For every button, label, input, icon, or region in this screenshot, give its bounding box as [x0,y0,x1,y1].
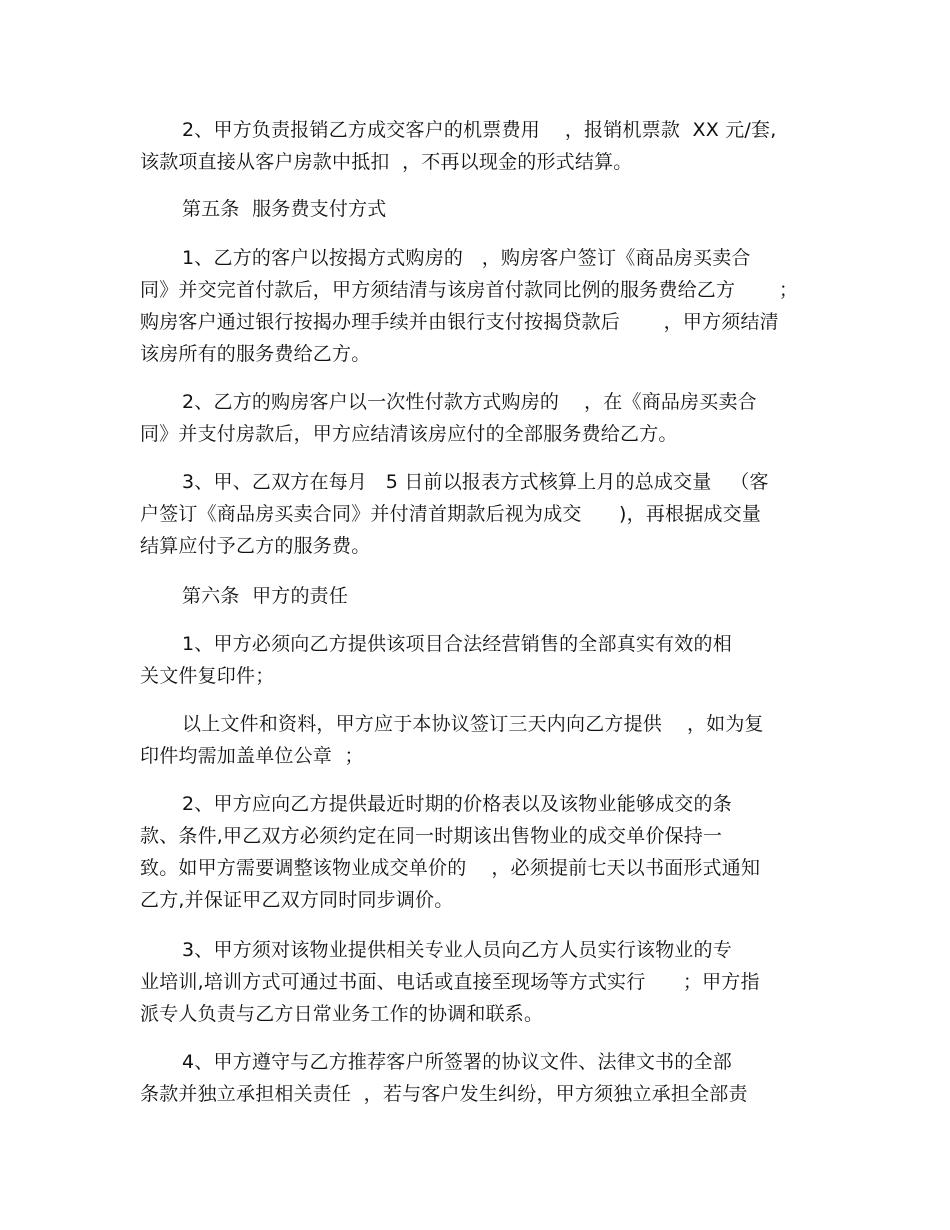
paragraph-monthly-settlement [140,466,820,562]
paragraph-lump-sum-payment [140,386,820,450]
text-line: 派专人负责与乙方日常业务工作的协调和联系。 [140,1003,544,1025]
text-line: 印件均需加盖单位公章 ； [140,745,364,767]
text-line: 2、甲方应向乙方提供最近时期的价格表以及该物业能够成交的条 [182,793,732,815]
text-line: 购房客户通过银行按揭办理手续并由银行支付按揭贷款后 ，甲方须结清 [140,311,779,333]
text-line: 1、甲方必须向乙方提供该项目合法经营销售的全部真实有效的相 [182,633,732,655]
text-line: 同》并交完首付款后，甲方须结清与该房首付款同比例的服务费给乙方 ； [140,279,799,301]
text-line: 乙方,并保证甲乙双方同时同步调价。 [140,889,454,911]
text-line: 该款项直接从客户房款中抵扣 ，不再以现金的形式结算。 [140,151,633,173]
text-line: 以上文件和资料，甲方应于本协议签订三天内向乙方提供 ，如为复 [182,713,764,735]
paragraph-price-list [140,788,820,916]
text-line: 2、乙方的购房客户以一次性付款方式购房的 ，在《商品房买卖合 [182,391,757,413]
heading-text: 第五条 服务费支付方式 [182,198,387,220]
text-line: 户签订《商品房买卖合同》并付清首期款后视为成交 )，再根据成交量 [140,503,762,525]
paragraph-compliance [140,1046,820,1110]
text-line: 4、甲方遵守与乙方推荐客户所签署的协议文件、法律文书的全部 [182,1051,732,1073]
text-line: 3、甲、乙双方在每月 5 日前以报表方式核算上月的总成交量 （客 [182,471,769,493]
text-line: 致。如甲方需要调整该物业成交单价的 ，必须提前七天以书面形式通知 [140,857,761,879]
heading-text: 第六条 甲方的责任 [182,585,349,607]
paragraph-training [140,934,820,1030]
paragraph-reimbursement [140,114,820,178]
paragraph-documents [140,628,820,692]
text-line: 结算应付予乙方的服务费。 [140,535,371,557]
section-heading-article-5 [140,193,820,225]
paragraph-documents-deadline [140,708,820,772]
text-line: 业培训,培训方式可通过书面、电话或直接至现场等方式实行 ；甲方指 [140,971,760,993]
text-line: 条款并独立承担相关责任 ，若与客户发生纠纷，甲方须独立承担全部责 [140,1083,748,1105]
text-line: 款、条件,甲乙双方必须约定在同一时期该出售物业的成交单价保持一 [140,825,723,847]
text-line: 3、甲方须对该物业提供相关专业人员向乙方人员实行该物业的专 [182,939,732,961]
text-line: 同》并支付房款后，甲方应结清该房应付的全部服务费给乙方。 [140,423,678,445]
text-line: 1、乙方的客户以按揭方式购房的 ，购房客户签订《商品房买卖合 [182,247,751,269]
text-line: 2、甲方负责报销乙方成交客户的机票费用 ，报销机票款 XX 元/套, [182,119,777,141]
section-heading-article-6 [140,580,820,612]
paragraph-mortgage-payment [140,242,820,370]
text-line: 该房所有的服务费给乙方。 [140,343,371,365]
text-line: 关文件复印件； [140,665,275,687]
